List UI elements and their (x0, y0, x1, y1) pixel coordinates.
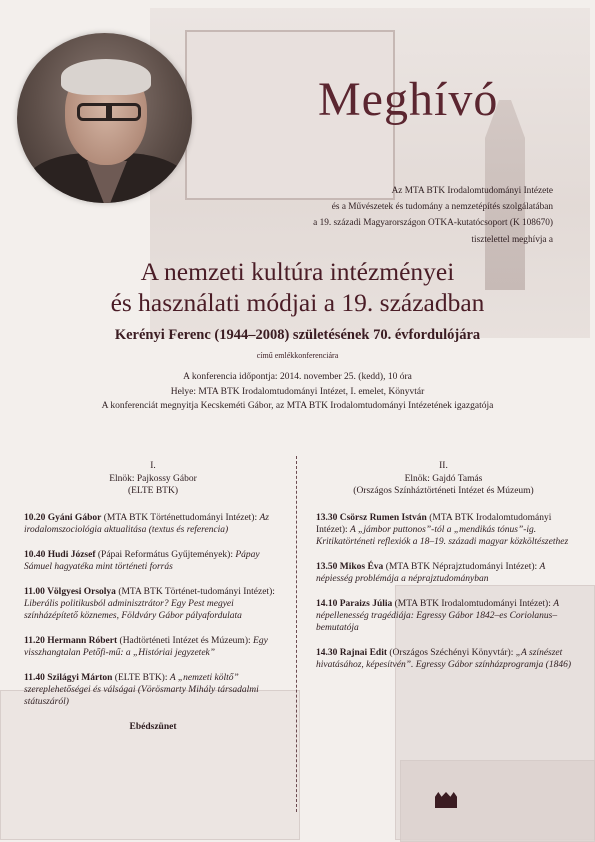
item-time: 13.50 (316, 561, 340, 572)
session-number: II. (439, 461, 448, 471)
item-title: A népellenesség tragédiája: Egressy Gábor 1842–es Coriolanus–bemutatója (316, 598, 559, 633)
item-time: 11.40 (24, 672, 48, 683)
program-item (24, 672, 282, 708)
item-title: A „jámbor puttonos”-tól a „mendikás tónus”-ig. Kritikatörténeti reflexiók a 18–19. századi magyar közköltészethez (316, 524, 569, 547)
host-line: Az MTA BTK Irodalomtudományi Intézete (391, 186, 553, 196)
invitation-title: Meghívó (318, 73, 499, 126)
item-speaker: Rajnai Edit (339, 647, 387, 658)
item-title: A népiesség problémája a néprajztudományban (316, 561, 546, 584)
program-item (24, 549, 282, 573)
item-institution: (ELTE BTK): (112, 672, 170, 683)
session-chair: Elnök: Gajdó Tamás (404, 473, 483, 484)
crown-logo-icon (435, 792, 457, 808)
item-time: 14.30 (316, 647, 340, 658)
conference-info (0, 370, 595, 414)
host-line: a 19. századi Magyarországon OTKA-kutatócsoport (K 108670) (313, 218, 553, 229)
item-speaker: Csörsz Rumen István (339, 512, 427, 523)
item-institution: (MTA BTK Történettudományi Intézet): (101, 512, 260, 523)
item-institution: (MTA BTK Irodalomtudományi Intézet): (316, 512, 552, 535)
session-two (316, 460, 571, 684)
session-chair-institution: (ELTE BTK) (127, 486, 179, 496)
item-title: Egy visszhangtalan Petőfi-mű: a „Históriai jegyzetek” (24, 635, 268, 658)
program-item (24, 512, 282, 536)
item-time: 11.00 (24, 586, 48, 597)
column-divider (296, 456, 297, 812)
item-speaker: Hudi József (47, 549, 96, 560)
program-item (316, 647, 571, 671)
item-speaker: Gyáni Gábor (47, 512, 102, 523)
session-chair-institution: (Országos Színháztörténeti Intézet és Múzeum) (353, 486, 534, 496)
info-line-date: A konferencia időpontja: 2014. november 25. (kedd), 10 óra (183, 372, 412, 382)
item-speaker: Szilágyi Márton (47, 672, 113, 683)
item-institution: (MTA BTK Irodalomtudományi Intézet): (392, 598, 554, 609)
host-line: tisztelettel meghívja a (471, 234, 553, 245)
item-institution: (Pápai Református Gyűjtemények): (95, 549, 236, 560)
portrait-hair (61, 59, 151, 95)
item-title: „A színészet hivatásához, képesítvén”. Egressy Gábor színházprogramja (1846) (316, 647, 571, 670)
session-one (24, 460, 282, 733)
item-title: Az irodalomszociológia aktualitása (textus és referencia) (24, 512, 269, 535)
item-speaker: Hermann Róbert (47, 635, 118, 646)
program-item (24, 635, 282, 659)
portrait-photo (17, 33, 192, 203)
background-playbill (400, 760, 595, 842)
info-line-venue: Helye: MTA BTK Irodalomtudományi Intézet, I. emelet, Könyvtár (170, 386, 425, 397)
item-title: Liberális politikusból adminisztrátor? Egy Pest megyei színházépítető köznemes, Földváry Gábor pályafordulata (24, 598, 242, 621)
program-item (316, 512, 571, 548)
item-time: 13.30 (316, 512, 340, 523)
item-institution: (MTA BTK Néprajztudományi Intézet): (383, 561, 540, 572)
session-chair: Elnök: Pajkossy Gábor (109, 473, 197, 484)
host-line: és a Művészetek és tudomány a nemzetépítés szolgálatában (331, 202, 553, 213)
program-item (24, 586, 282, 622)
lunch-break: Ebédszünet (129, 721, 177, 732)
conference-title-line: A nemzeti kultúra intézményei (140, 257, 455, 286)
conference-title (0, 256, 595, 318)
program-item (316, 561, 571, 585)
conference-title-line: és használati módjai a 19. században (110, 288, 485, 317)
item-institution: (Országos Széchényi Könyvtár): (387, 647, 516, 658)
item-institution: (MTA BTK Történet-tudományi Intézet): (115, 586, 275, 597)
item-speaker: Paraizs Júlia (339, 598, 393, 609)
session-header (316, 460, 571, 498)
session-number: I. (150, 461, 156, 471)
conference-subtitle: Kerényi Ferenc (1944–2008) születésének 70. évfordulójára (114, 327, 481, 343)
item-time: 10.40 (24, 549, 48, 560)
item-time: 10.20 (24, 512, 48, 523)
item-speaker: Mikos Éva (339, 561, 384, 572)
item-title: Pápay Sámuel hagyatéka mint történeti forrás (24, 549, 260, 572)
host-block (193, 183, 553, 248)
program-item (316, 598, 571, 634)
info-line-opening: A konferenciát megnyitja Kecskeméti Gábor, az MTA BTK Irodalomtudományi Intézetének igazgatója (101, 401, 494, 411)
item-title: A „nemzeti költő” szereplehetőségei és válságai (Vörösmarty Mihály társadalmi státuszáról) (24, 672, 259, 707)
item-time: 14.10 (316, 598, 340, 609)
item-institution: (Hadtörténeti Intézet és Múzeum): (117, 635, 254, 646)
item-speaker: Völgyesi Orsolya (47, 586, 116, 597)
item-time: 11.20 (24, 635, 48, 646)
session-header (24, 460, 282, 498)
conference-note: című emlékkonferenciára (256, 351, 339, 360)
portrait-glasses (77, 103, 141, 121)
